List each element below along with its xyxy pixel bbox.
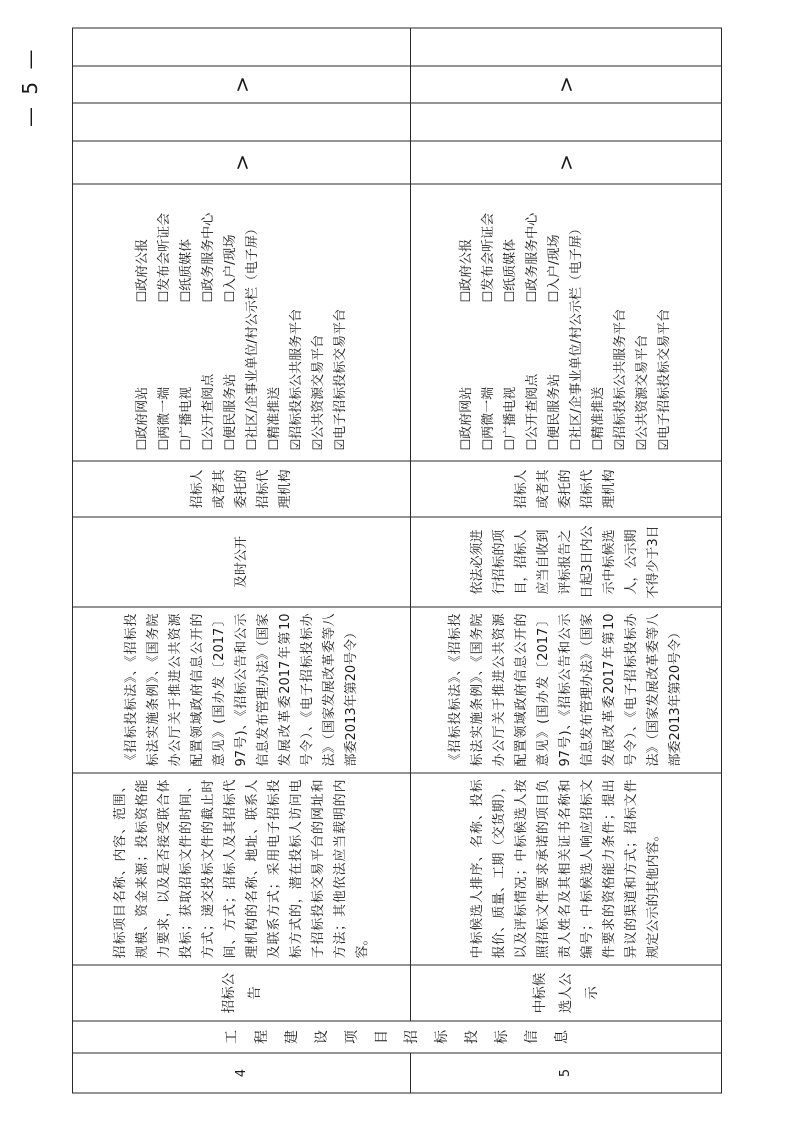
channel-option: ☐便民服务站 <box>546 373 562 450</box>
subject-cell: 招标人或者其委托的招标代理机构 <box>72 461 410 517</box>
mark-cell <box>410 28 721 66</box>
table-row <box>410 28 721 1093</box>
mark-cell <box>410 103 721 141</box>
channel-option: ☐纸质媒体 <box>502 238 518 302</box>
channel-option: ☐发布会听证会 <box>156 212 172 302</box>
row-number: 4 <box>72 1053 410 1093</box>
channel-list <box>456 190 676 450</box>
table-row <box>72 28 410 1093</box>
channel-option: ☑公共资源交易平台 <box>310 334 326 450</box>
mark-cell: > <box>72 66 410 103</box>
disclosure-table <box>72 27 722 1093</box>
item-cell: 中标候选人公示 <box>410 965 721 1021</box>
channel-option: ☑招标投标公共服务平台 <box>612 308 628 450</box>
row-number: 5 <box>410 1053 721 1093</box>
channel-option: ☐广播电视 <box>502 386 518 450</box>
channel-option: ☐社区/企事业单位/村公示栏（电子屏） <box>244 221 260 450</box>
channels-cell <box>72 184 410 461</box>
channel-option: ☐发布会听证会 <box>480 212 496 302</box>
channels-cell <box>410 184 721 461</box>
mark-cell <box>72 28 410 66</box>
channel-option: ☐便民服务站 <box>222 373 238 450</box>
channel-option: ☐精准推送 <box>590 386 606 450</box>
channel-option: ☐两微一端 <box>156 386 172 450</box>
time-cell: 及时公开 <box>72 517 410 607</box>
rotated-page <box>17 28 722 1093</box>
subject-cell: 招标人或者其委托的招标代理机构 <box>410 461 721 517</box>
page-number: — 5 — <box>17 46 42 127</box>
content-cell: 招标项目名称、内容、范围、规模、资金来源；投标资格能力要求，以及是否接受联合体投标；获取招标文件的时间、方式；递交投标文件的截止时间、方式；招标人及其招标代理机构的名称、地址、联系人及联系方式；采用电子招标投标方式的，潜在投标人访问电子招标投标交易平台的网址和方法；其他依法应当载明的内容。 <box>72 773 410 965</box>
channel-option: ☐入户/现场 <box>546 233 562 302</box>
channel-option: ☐公开查阅点 <box>524 373 540 450</box>
mark-cell <box>72 103 410 141</box>
channel-option: ☐政府网站 <box>134 386 150 450</box>
mark-cell: > <box>72 141 410 184</box>
channel-option: ☐政府公报 <box>134 238 150 302</box>
time-cell: 依法必须进行招标的项目，招标人应当自收到评标报告之日起3日内公示中标候选人，公示期不得少于3日 <box>410 517 721 607</box>
channel-option: ☐政务服务中心 <box>524 212 540 302</box>
mark-cell: > <box>410 141 721 184</box>
channel-option: ☐政府公报 <box>458 238 474 302</box>
channel-option: ☑公共资源交易平台 <box>634 334 650 450</box>
channel-option: ☐纸质媒体 <box>178 238 194 302</box>
channel-option: ☐政务服务中心 <box>200 212 216 302</box>
channel-option: ☐政府网站 <box>458 386 474 450</box>
channel-option: ☐两微一端 <box>480 386 496 450</box>
channel-option: ☑电子招标投标交易平台 <box>656 308 672 450</box>
item-cell: 招标公告 <box>72 965 410 1021</box>
channel-option: ☑招标投标公共服务平台 <box>288 308 304 450</box>
channel-option: ☐精准推送 <box>266 386 282 450</box>
channel-option: ☐社区/企事业单位/村公示栏（电子屏） <box>568 221 584 450</box>
channel-option: ☐入户/现场 <box>222 233 238 302</box>
basis-cell: 《招标投标法》、《招标投标法实施条例》、《国务院办公厅关于推进公共资源配置领域政府信息公开的意见》(国办发〔2017〕97号)、《招标公告和公示信息发布管理办法》（国家发展改革委2017年第10号令）、《电子招标投标办法》（国家发展改革委等八部委2013年第20号令） <box>72 607 410 773</box>
category-cell: 工程建设项目招标投标信息 <box>72 1021 721 1053</box>
channel-option: ☐公开查阅点 <box>200 373 216 450</box>
basis-cell: 《招标投标法》、《招标投标法实施条例》、《国务院办公厅关于推进公共资源配置领域政府信息公开的意见》(国办发〔2017〕97号)、《招标公告和公示信息发布管理办法》（国家发展改革委2017年第10号令）、《电子招标投标办法》（国家发展改革委等八部委2013年第20号令） <box>410 607 721 773</box>
channel-option: ☐广播电视 <box>178 386 194 450</box>
channel-list <box>131 190 351 450</box>
channel-option: ☑电子招标投标交易平台 <box>332 308 348 450</box>
mark-cell: > <box>410 66 721 103</box>
content-cell: 中标候选人排序、名称、投标报价、质量、工期（交货期），以及评标情况；中标候选人按照招标文件要求承诺的项目负责人姓名及其相关证书名称和编号；中标候选人响应招标文件要求的资格能力条件；提出异议的渠道和方式；招标文件规定公示的其他内容。 <box>410 773 721 965</box>
